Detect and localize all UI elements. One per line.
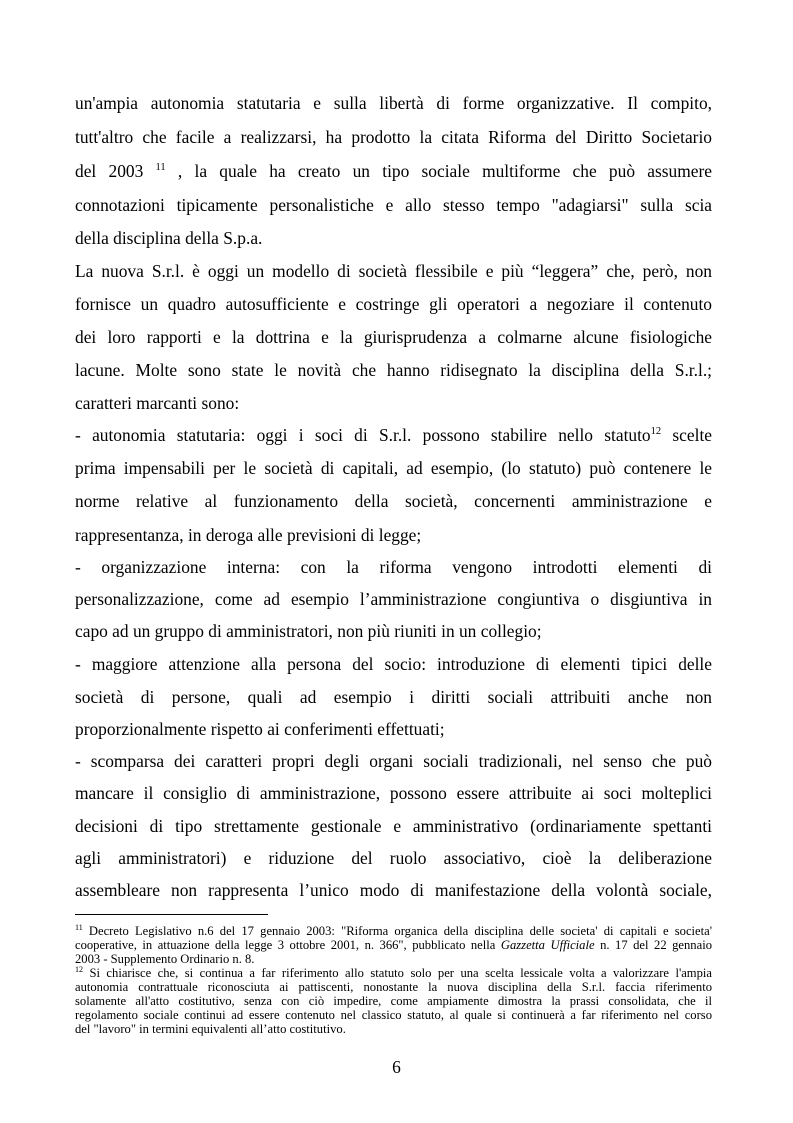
body-line: caratteri marcanti sono: [75, 393, 240, 413]
body-line: - scomparsa dei caratteri propri degli organi sociali tradizionali, nel senso che può [75, 751, 712, 771]
body-line-rest: scelte [672, 425, 712, 445]
body-line-rest: , la quale ha creato un tipo sociale multiforme che può assumere [177, 161, 712, 181]
footnote-italic-title: Gazzetta Ufficiale [500, 938, 595, 952]
body-line: capo ad un gruppo di amministratori, non più riuniti in un collegio; [75, 621, 542, 641]
body-line: rappresentanza, in deroga alle previsioni di legge; [75, 525, 422, 545]
body-line: un'ampia autonomia statutaria e sulla libertà di forme organizzative. Il compito, [75, 93, 712, 113]
body-line: personalizzazione, come ad esempio l’amministrazione congiuntiva o disgiuntiva in [75, 589, 712, 609]
body-line: proporzionalmente rispetto ai conferimenti effettuati; [75, 719, 445, 739]
body-line-lead: del 2003 [75, 161, 144, 181]
body-line: connotazioni tipicamente personalistiche e allo stesso tempo "adagiarsi" sulla scia [75, 195, 712, 215]
page-number: 6 [392, 1057, 401, 1077]
body-line: - organizzazione interna: con la riforma vengono introdotti elementi di [75, 557, 712, 577]
footnote-11-line [75, 924, 712, 938]
body-line [75, 425, 712, 445]
body-line: decisioni di tipo strettamente gestionale e amministrativo (ordinariamente spettanti [75, 816, 712, 836]
footnote-text: Si chiarisce che, si continua a far riferimento allo statuto solo per una scelta lessicale volta a valorizzare l'ampia [89, 966, 712, 980]
body-line: La nuova S.r.l. è oggi un modello di società flessibile e più “leggera” che, però, non [75, 261, 712, 281]
body-line: assembleare non rappresenta l’unico modo di manifestazione della volontà sociale, [75, 880, 712, 900]
body-line: dei loro rapporti e la dottrina e la giurisprudenza a colmarne alcune fisiologiche [75, 327, 712, 347]
footnote-12-line [75, 966, 712, 980]
footnote-11-line [75, 938, 712, 952]
footnote-text: n. 17 del 22 gennaio [600, 938, 712, 952]
footnote-12-line: regolamento sociale continui ad essere contenuto nel classico statuto, al quale si continuerà a far riferimento nel corso [75, 1008, 712, 1022]
body-line: tutt'altro che facile a realizzarsi, ha prodotto la citata Riforma del Diritto Societario [75, 127, 712, 147]
body-line-lead: - autonomia statutaria: oggi i soci di S.r.l. possono stabilire nello statuto [75, 425, 651, 445]
footnote-12-line: solamente all'atto costitutivo, senza con ciò impedire, come ampiamente dimostra la prassi consolidata, che il [75, 994, 712, 1008]
body-line: agli amministratori) e riduzione del ruolo associativo, cioè la deliberazione [75, 848, 712, 868]
body-line: - maggiore attenzione alla persona del socio: introduzione di elementi tipici delle [75, 654, 712, 674]
footnote-number: 11 [75, 922, 83, 932]
footnote-number: 12 [75, 964, 83, 974]
body-line: mancare il consiglio di amministrazione, possono essere attribuite ai soci molteplici [75, 783, 712, 803]
footnote-ref-11: 11 [155, 162, 166, 174]
body-line: norme relative al funzionamento della società, concernenti amministrazione e [75, 491, 712, 511]
footnote-12-line: del "lavoro" in termini equivalenti all’atto costitutivo. [75, 1022, 346, 1036]
footnote-text: Decreto Legislativo n.6 del 17 gennaio 2003: "Riforma organica della disciplina delle societa' di capitali e societa' [88, 924, 712, 938]
body-line: prima impensabili per le società di capitali, ad esempio, (lo statuto) può contenere le [75, 458, 712, 478]
footnote-11-line: 2003 - Supplemento Ordinario n. 8. [75, 952, 255, 966]
footnote-ref-12: 12 [650, 426, 662, 438]
footnote-12-line: autonomia contrattuale riconosciuta ai pattiscenti, nonostante la nuova disciplina della S.r.l. faccia riferimento [75, 980, 712, 994]
body-line: della disciplina della S.p.a. [75, 228, 263, 248]
body-line: lacune. Molte sono state le novità che hanno ridisegnato la disciplina della S.r.l.; [75, 360, 712, 380]
body-line [75, 161, 712, 181]
body-line: fornisce un quadro autosufficiente e costringe gli operatori a negoziare il contenuto [75, 294, 712, 314]
footnote-text: cooperative, in attuazione della legge 3 ottobre 2001, n. 366", pubblicato nella [75, 938, 496, 952]
body-line: società di persone, quali ad esempio i diritti sociali attribuiti anche non [75, 687, 712, 707]
footnote-separator [75, 914, 268, 915]
